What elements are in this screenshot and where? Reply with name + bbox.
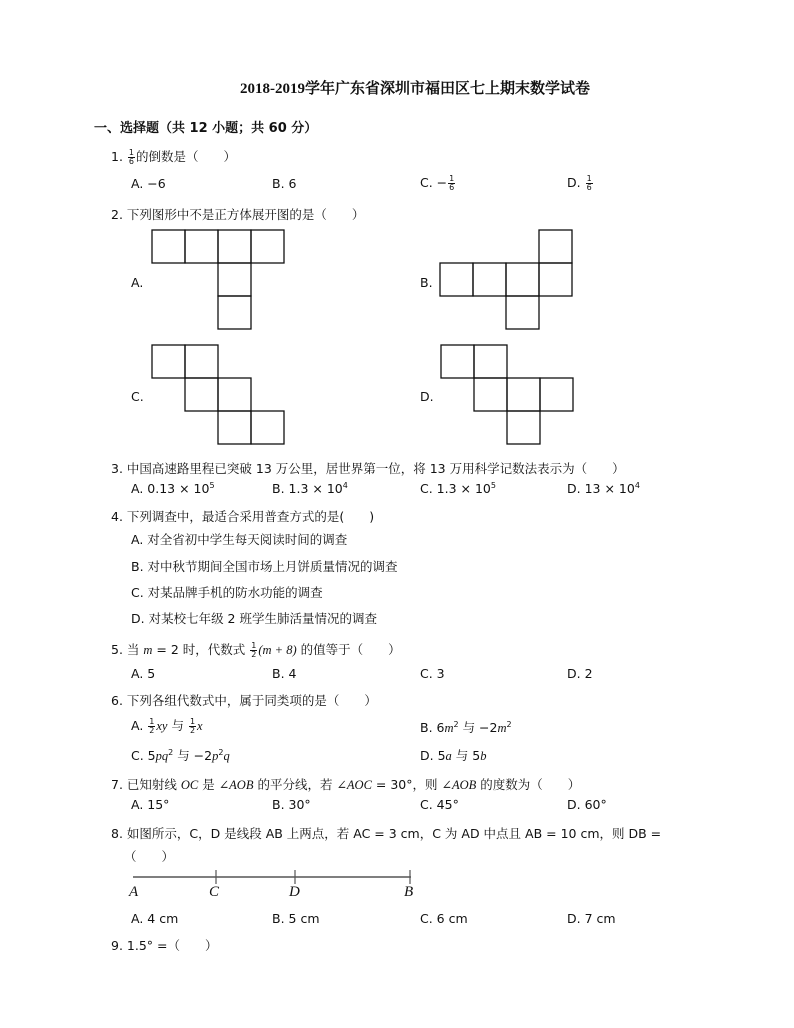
cube-net-b [440,230,572,329]
option-b: B. 6 [272,176,297,191]
option-c: C. 45° [420,797,459,812]
option-b: B. 对中秋节期间全国市场上月饼质量情况的调查 [131,559,398,574]
question-8-paren: （ ） [124,849,175,864]
point-label-b: B [404,884,414,900]
cube-net-d [441,345,573,444]
option-d: D. $\frac{1}{6}$ [567,174,592,192]
option-d: D. 对某校七年级 2 班学生肺活量情况的调查 [131,611,377,626]
option-b: B. 30° [272,797,311,812]
question-text: 的倒数是（ ） [136,149,237,164]
option-a: A. 4 cm [131,911,179,926]
option-c: C. 对某品牌手机的防水功能的调查 [131,585,323,600]
option-d: D. 7 cm [567,911,616,926]
option-a: A. [131,275,144,290]
fraction: $\frac{1}{2}$ [189,717,196,735]
option-d: D. 2 [567,666,593,681]
page-title: 2018-2019学年广东省深圳市福田区七上期末数学试卷 [240,81,590,97]
question-4: 4. 下列调查中，最适合采用普查方式的是( ) [111,509,375,524]
option-a: A. −6 [131,176,166,191]
fraction: $\frac{1}{6}$ [586,174,592,192]
option-c: C. $1.3 \times 10^5$ [420,481,496,497]
section-heading: 一、选择题（共 12 小题；共 60 分） [94,121,318,136]
option-a: A. 对全省初中学生每天阅读时间的调查 [131,532,348,547]
cube-net-a [152,230,284,329]
question-number: 1. [111,149,123,164]
cube-net-c [152,345,284,444]
fraction: $\frac{1}{6}$ [449,174,455,192]
option-c: C. [131,389,144,404]
option-d: D. $13 \times 10^4$ [567,481,640,497]
option-b: B. $1.3 \times 10^4$ [272,481,348,497]
option-a: A. 5 [131,666,156,681]
option-b: B. 4 [272,666,297,681]
question-2: 2. 下列图形中不是正方体展开图的是（ ） [111,207,365,222]
option-b: B. $6m^2$ 与 $-2m^2$ [420,719,512,735]
option-d: D. 5a 与 5b [420,748,487,763]
option-c: C. $5pq^2$ 与 $-2p^2q$ [131,747,230,763]
question-5: 5. 当 m = 2 时，代数式 $\frac{1}{2}$ (m + 8) 的值等于（ ） [111,641,401,659]
fraction: $\frac{1}{6}$ [128,148,135,166]
question-9: 9. 1.5° =（ ） [111,938,218,953]
segment-figure [133,870,411,884]
option-b: B. [420,275,433,290]
option-c: C. 3 [420,666,445,681]
point-label-a: A [129,884,139,900]
option-c: C. 6 cm [420,911,468,926]
fraction: $\frac{1}{2}$ [251,641,257,659]
fraction: $\frac{1}{2}$ [149,717,155,735]
question-8: 8. 如图所示，C，D 是线段 AB 上两点，若 AC = 3 cm，C 为 AD 中点且 AB = 10 cm，则 DB = [111,826,662,841]
point-label-d: D [289,884,300,900]
option-a: A. $0.13 \times 10^5$ [131,481,215,497]
question-7: 7. 已知射线 OC 是 ∠AOB 的平分线，若 ∠AOC = 30°，则 ∠AOB 的度数为（ ） [111,777,581,792]
option-b: B. 5 cm [272,911,320,926]
option-a: A. $\frac{1}{2}$ xy 与 $\frac{1}{2}$ x [131,717,203,735]
question-3: 3. 中国高速路里程已突破 13 万公里，居世界第一位，将 13 万用科学记数法表示为（ ） [111,461,625,476]
question-6: 6. 下列各组代数式中，属于同类项的是（ ） [111,693,377,708]
option-d: D. [420,389,434,404]
option-d: D. 60° [567,797,607,812]
point-label-c: C [209,884,220,900]
option-c: C. − $\frac{1}{6}$ [420,174,455,192]
option-a: A. 15° [131,797,170,812]
